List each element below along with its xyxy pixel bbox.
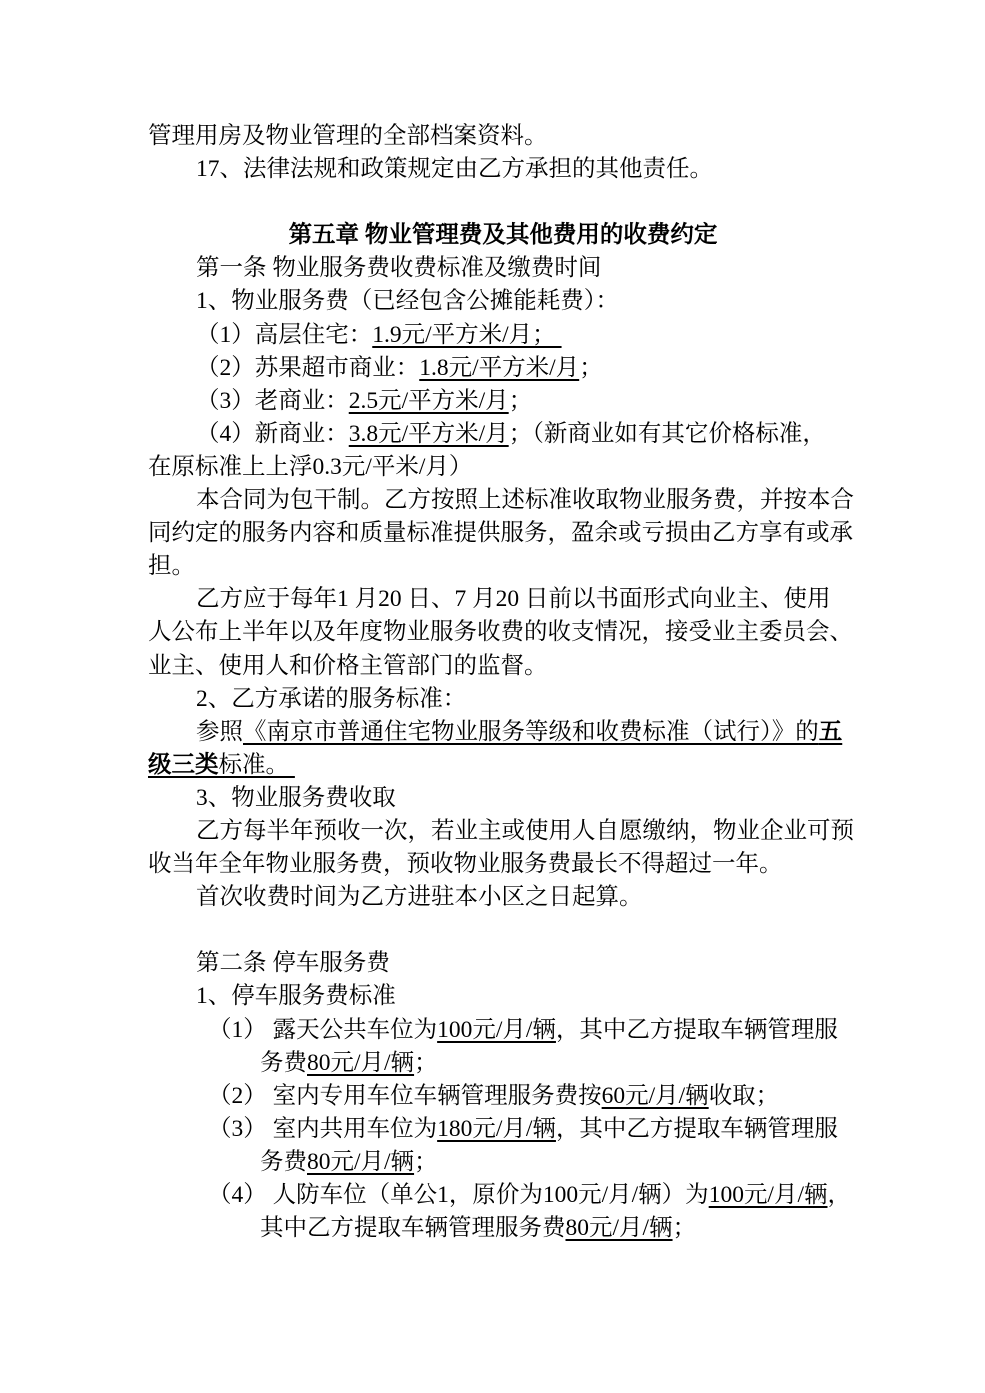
text-line [148,616,858,649]
text-line [148,947,858,980]
text-segment: 收取； [708,1082,780,1109]
text-line [148,848,858,881]
text-line [148,1014,858,1047]
text-segment: 1、物业服务费（已经包含公摊能耗费）： [196,288,619,315]
text-segment: 其中乙方提取车辆管理服务费 [260,1215,566,1242]
text-line [148,881,858,914]
text-segment: 在原标准上上浮0.3元/平米/月） [148,453,473,480]
text-line [148,120,858,153]
underlined-text: 100元/月/辆 [708,1182,828,1208]
underlined-text: 80元/月/辆 [307,1049,415,1076]
text-segment: ；（新商业如有其它价格标准， [508,420,826,447]
text-segment: ，其中乙方提取车辆管理服 [555,1115,838,1142]
blank-line [148,914,858,947]
text-segment: （2） 室内专用车位车辆管理服务费按 [208,1082,602,1109]
underlined-text: 80元/月/辆 [307,1148,415,1175]
text-segment: 担。 [148,553,195,580]
text-line [148,1146,858,1179]
text-segment: 管理用房及物业管理的全部档案资料。 [148,123,548,149]
text-line [148,683,858,716]
text-line [148,1179,858,1212]
text-segment: ； [579,354,603,381]
text-segment: ； [414,1148,438,1175]
text-segment: 参照 [196,718,243,745]
text-line [148,153,858,186]
underlined-text: 100元/月/辆 [437,1016,556,1043]
text-segment: ，其中乙方提取车辆管理服 [555,1016,838,1043]
text-segment: （4） 人防车位（单公1，原价为100元/月/辆）为 [208,1182,709,1208]
blank-line [148,186,858,219]
text-line [148,385,858,418]
text-segment: 17、法律法规和政策规定由乙方承担的其他责任。 [196,156,713,183]
underlined-text: 80元/月/辆 [565,1215,673,1242]
text-segment: 务费 [260,1148,307,1175]
text-segment: 收当年全年物业服务费，预收物业服务费最长不得超过一年。 [148,851,783,878]
underlined-text: 五 [818,718,843,745]
text-line [148,716,858,749]
text-segment: （1） 露天公共车位为 [208,1016,438,1043]
text-line [148,1212,858,1245]
text-line [148,219,858,252]
underlined-text: 3.8元/平方米/月 [348,420,509,447]
text-segment: 业主、使用人和价格主管部门的监督。 [148,652,548,679]
text-line [148,418,858,451]
text-line [148,484,858,517]
text-segment: 第一条 物业服务费收费标准及缴费时间 [196,255,602,282]
text-segment: 第五章 物业管理费及其他费用的收费约定 [288,222,718,249]
text-segment: （2）苏果超市商业： [196,354,420,381]
underlined-text: 级三类 [148,751,219,778]
text-line [148,550,858,583]
text-line [148,352,858,385]
underlined-text: 180元/月/辆 [437,1115,556,1142]
underlined-text: 2.5元/平方米/月 [348,387,509,414]
text-segment: 乙方应于每年1 月20 日、7 月20 日前以书面形式向业主、使用 [196,586,831,613]
text-line [148,319,858,352]
underlined-text: 《南京市普通住宅物业服务等级和收费标准（试行）》的 [243,718,819,745]
text-segment: ； [414,1049,438,1076]
text-line [148,749,858,782]
text-line [148,1113,858,1146]
text-line [148,1047,858,1080]
text-segment: ， [827,1182,851,1208]
text-line [148,782,858,815]
text-segment: （4）新商业： [196,420,349,447]
underlined-text: 1.9元/平方米/月； [372,321,562,348]
text-segment: 务费 [260,1049,307,1076]
text-line [148,583,858,616]
text-segment: 2、乙方承诺的服务标准： [196,685,467,712]
text-segment: ； [508,387,533,414]
text-segment: ； [672,1215,697,1242]
text-segment: （3）老商业： [196,387,349,414]
text-line [148,252,858,285]
document-body [148,120,858,1245]
text-line [148,980,858,1013]
text-segment: 1、停车服务费标准 [196,983,396,1010]
text-line [148,517,858,550]
text-segment: 乙方每半年预收一次，若业主或使用人自愿缴纳，物业企业可预 [196,817,854,844]
underlined-text: 1.8元/平方米/月 [419,354,580,381]
text-line [148,650,858,683]
text-segment: 3、物业服务费收取 [196,784,396,811]
text-line [148,451,858,484]
text-segment: 本合同为包干制。乙方按照上述标准收取物业服务费，并按本合 [196,487,854,514]
text-line [148,1080,858,1113]
text-segment: 同约定的服务内容和质量标准提供服务，盈余或亏损由乙方享有或承 [148,520,853,547]
text-line [148,285,858,318]
underlined-text: 60元/月/辆 [601,1082,709,1109]
text-segment: 人公布上半年以及年度物业服务收费的收支情况，接受业主委员会、 [148,619,853,646]
text-line [148,815,858,848]
text-segment: （3） 室内共用车位为 [208,1115,438,1142]
text-segment: 首次收费时间为乙方进驻本小区之日起算。 [196,884,643,911]
text-segment: （1）高层住宅： [196,321,373,348]
text-segment: 第二条 停车服务费 [196,950,390,977]
underlined-text: 标准。 [218,751,295,778]
